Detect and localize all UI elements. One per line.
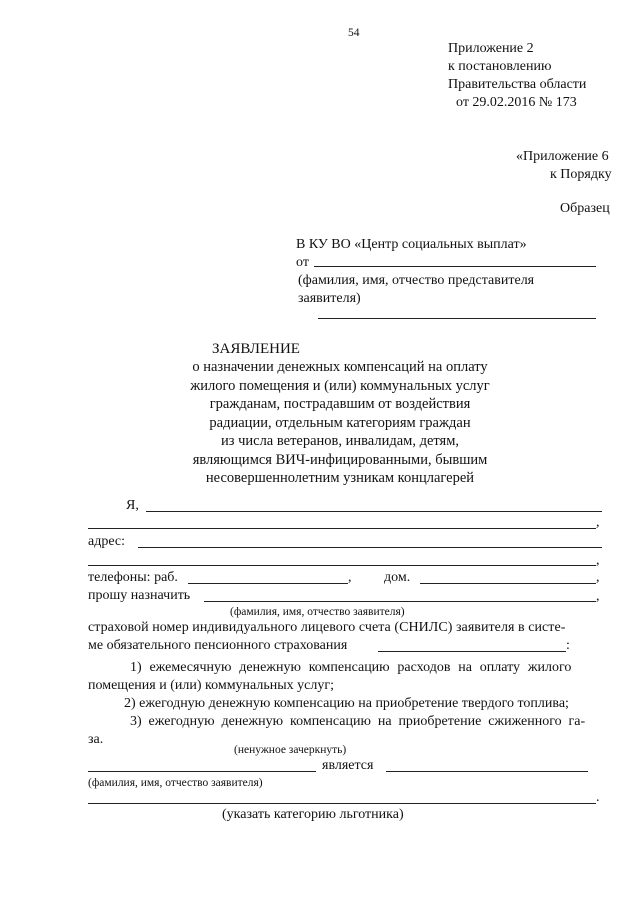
order-annex-line-1: «Приложение 6 [516,149,609,164]
recipient-hint-1: (фамилия, имя, отчество представителя [298,273,535,288]
category-hint: (указать категорию льготника) [222,807,404,822]
snils-line-2: ме обязательного пенсионного страхования [88,638,348,653]
option-1-line-1: 1) ежемесячную денежную компенсацию расходов на оплату жилого [130,660,572,675]
recipient-hint-2: заявителя) [298,291,361,306]
option-3-line-1: 3) ежегодную денежную компенсацию на приобретение сжиженного га- [130,714,586,729]
strike-hint: (ненужное зачеркнуть) [234,744,347,756]
i-name-line-2[interactable] [88,528,596,529]
option-1-line-2: помещения и (или) коммунальных услуг; [88,678,334,693]
recipient-from-label: от [296,255,309,270]
category-full-line[interactable] [88,803,596,804]
sample-label: Образец [560,201,610,216]
page-number: 54 [348,27,360,39]
i-label: Я, [126,498,139,513]
comma: , [348,570,352,585]
annex-header-line-2: к постановлению [448,59,552,74]
subtitle-line: радиации, отдельным категориям граждан [209,414,471,431]
phones-work-label: телефоны: раб. [88,570,178,585]
i-name-line[interactable] [146,511,602,512]
annex-header-line-4: от 29.02.2016 № 173 [456,95,577,110]
comma: , [596,553,600,568]
period: . [596,790,600,805]
address-line[interactable] [138,547,602,548]
document-title: ЗАЯВЛЕНИЕ [212,341,300,357]
option-3-line-2: за. [88,732,104,747]
subtitle-line: гражданам, пострадавшим от воздействия [209,396,471,412]
address-label: адрес: [88,534,126,549]
name-hint: (фамилия, имя, отчество заявителя) [88,777,263,789]
comma: , [596,589,600,604]
annex-header-line-3: Правительства области [448,77,587,92]
phone-work-line[interactable] [188,583,348,584]
comma: , [596,570,600,585]
assign-name-line[interactable] [204,601,596,602]
snils-line-1: страховой номер индивидуального лицевого счета (СНИЛС) заявителя в систе- [88,620,566,635]
annex-header-line-1: Приложение 2 [448,41,534,56]
subtitle-line: из числа ветеранов, инвалидам, детям, [220,433,460,449]
recipient-from-line[interactable] [314,266,596,267]
assign-label: прошу назначить [88,588,191,603]
option-2: 2) ежегодную денежную компенсацию на приобретение твердого топлива; [124,696,569,711]
subtitle-line: несовершеннолетним узникам концлагерей [205,470,475,486]
assign-hint: (фамилия, имя, отчество заявителя) [230,606,405,618]
recipient-to: В КУ ВО «Центр социальных выплат» [296,237,527,252]
comma: , [596,515,600,530]
document-subtitle [130,358,550,488]
address-line-2[interactable] [88,565,596,566]
phone-home-line[interactable] [420,583,596,584]
order-annex-line-2: к Порядку [550,167,612,182]
subtitle-line: о назначении денежных компенсаций на оплату [192,359,488,375]
category-line[interactable] [386,771,588,772]
recipient-extra-line[interactable] [318,318,596,319]
phones-home-label: дом. [384,570,411,585]
subtitle-line: являющимся ВИЧ-инфицированными, бывшим [192,451,488,468]
snils-value-line[interactable] [378,651,566,652]
colon: : [566,638,570,653]
name-line[interactable] [88,771,316,772]
subtitle-line: жилого помещения и (или) коммунальных услуг [190,377,490,394]
is-label: является [322,758,374,773]
